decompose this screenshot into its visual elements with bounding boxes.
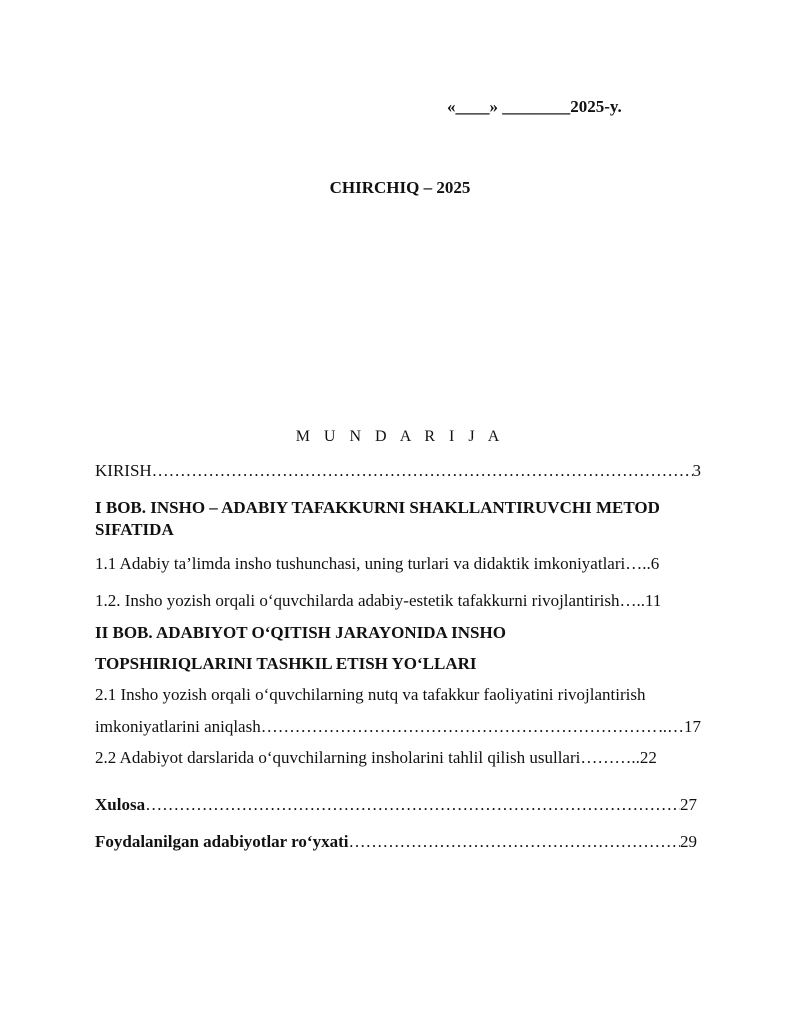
toc-page-number: ………..22 <box>580 748 657 767</box>
toc-chapter-2-line-2[interactable]: TOPSHIRIQLARINI TASHKIL ETISH YO‘LLARI <box>95 654 477 673</box>
toc-leader-dots <box>348 831 680 853</box>
toc-entry-label: Xulosa <box>95 795 146 814</box>
toc-entry-label: imkoniyatlarini aniqlash <box>95 717 261 736</box>
toc-entry-label: KIRISH <box>95 461 152 480</box>
toc-page-number: 3 <box>692 461 701 480</box>
toc-leader-dots <box>152 460 693 482</box>
toc-entry-kirish[interactable] <box>95 460 701 482</box>
toc-entry-label: 1.1 Adabiy ta’limda insho tushunchasi, uning turlari va didaktik imkoniyatlari <box>95 554 626 573</box>
toc-entry-1-2[interactable] <box>95 590 701 612</box>
toc-entry-label: 2.2 Adabiyot darslarida o‘quvchilarning insholarini tahlil qilish usullari <box>95 748 581 767</box>
toc-leader-dots <box>145 794 680 816</box>
toc-chapter-1-line-2[interactable]: SIFATIDA <box>95 520 174 539</box>
toc-page-number: ..…17 <box>658 717 701 736</box>
toc-chapter-2-line-1[interactable]: II BOB. ADABIYOT O‘QITISH JARAYONIDA INSHO <box>95 623 506 642</box>
toc-page-number: 27 <box>680 795 697 814</box>
toc-entry-2-1-line-2[interactable] <box>95 716 701 738</box>
toc-entry-label: Foydalanilgan adabiyotlar ro‘yxati <box>95 832 349 851</box>
toc-entry-2-2[interactable] <box>95 747 701 769</box>
toc-leader-dots <box>261 716 659 738</box>
toc-chapter-1-line-1[interactable]: I BOB. INSHO – ADABIY TAFAKKURNI SHAKLLANTIRUVCHI METOD <box>95 498 660 517</box>
date-line: «____» ________2025-y. <box>447 97 622 116</box>
toc-entry-1-1[interactable] <box>95 553 701 575</box>
toc-entry-2-1-line-1[interactable]: 2.1 Insho yozish orqali o‘quvchilarning nutq va tafakkur faoliyatini rivojlantirish <box>95 685 646 704</box>
toc-page-number: …..6 <box>625 554 660 573</box>
toc-page-number: …..11 <box>619 591 662 610</box>
toc-heading: M U N D A R I J A <box>295 428 505 445</box>
toc-page-number: 29 <box>680 832 697 851</box>
toc-entry-xulosa[interactable] <box>95 794 697 816</box>
toc-entry-adabiyotlar[interactable] <box>95 831 697 853</box>
city-year: CHIRCHIQ – 2025 <box>329 178 471 197</box>
toc-entry-label: 1.2. Insho yozish orqali o‘quvchilarda adabiy-estetik tafakkurni rivojlantirish <box>95 591 620 610</box>
